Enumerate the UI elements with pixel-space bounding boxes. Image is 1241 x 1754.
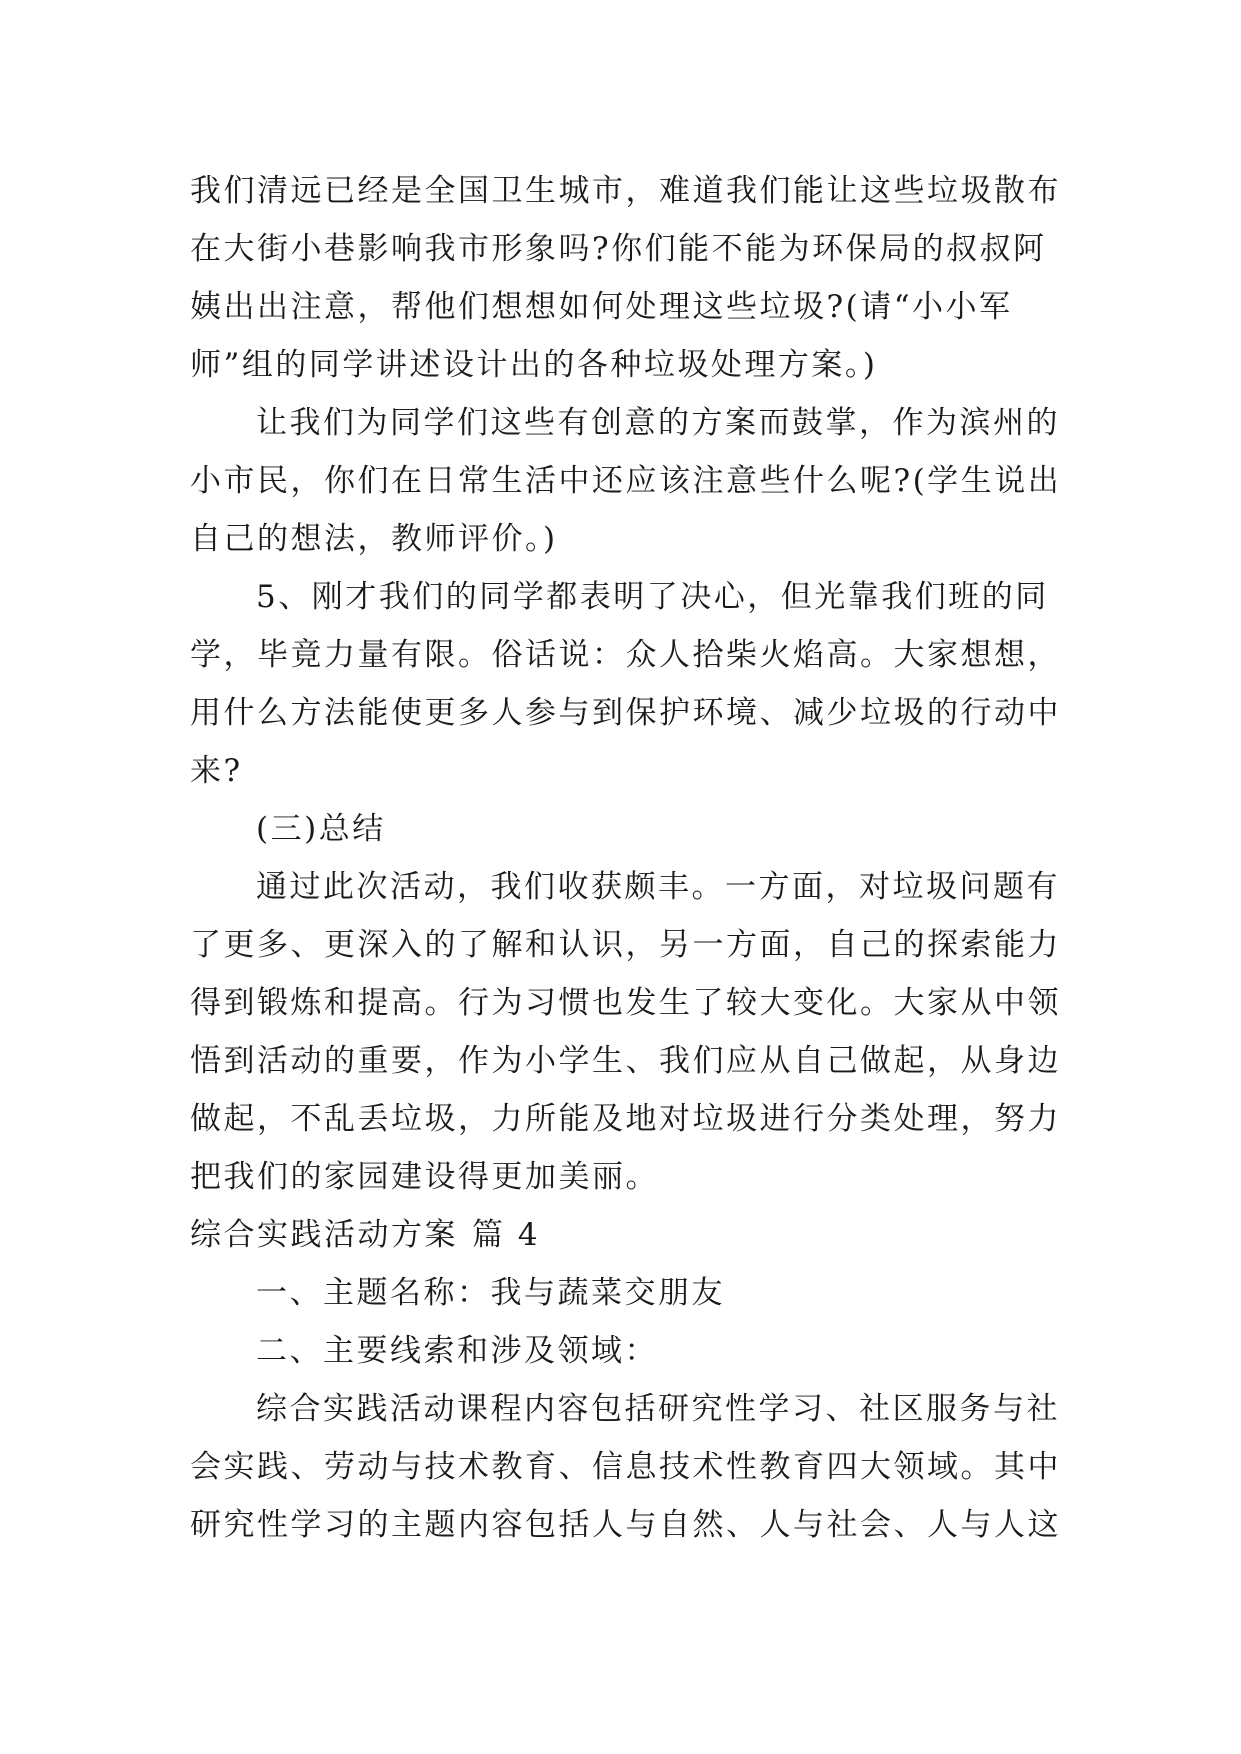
section-paragraph-overview: 综合实践活动课程内容包括研究性学习、社区服务与社会实践、劳动与技术教育、信息技术性教育四大领域。其中研究性学习的主题内容包括人与自然、人与社会、人与人这 bbox=[190, 1391, 1061, 1543]
paragraph-3: 5、刚才我们的同学都表明了决心，但光靠我们班的同学，毕竟力量有限。俗话说：众人拾柴火焰高。大家想想，用什么方法能使更多人参与到保护环境、减少垃圾的行动中来? bbox=[190, 579, 1061, 789]
paragraph-2: 让我们为同学们这些有创意的方案而鼓掌，作为滨州的小市民，你们在日常生活中还应该注意些什么呢?(学生说出自己的想法，教师评价。) bbox=[190, 405, 1062, 557]
section-title: 综合实践活动方案 bbox=[190, 1217, 458, 1253]
subheading-summary: (三)总结 bbox=[256, 811, 386, 847]
section-item-topic: 一、主题名称：我与蔬菜交朋友 bbox=[256, 1275, 725, 1311]
section-heading bbox=[190, 1206, 1070, 1264]
section-number: 篇 4 bbox=[472, 1217, 541, 1253]
paragraph-1: 我们清远已经是全国卫生城市，难道我们能让这些垃圾散布在大街小巷影响我市形象吗?你们能不能为环保局的叔叔阿姨出出注意，帮他们想想如何处理这些垃圾?(请“小小军师”组的同学讲述设计出的各种垃圾处理方案。) bbox=[190, 173, 1061, 383]
document-body bbox=[190, 162, 1070, 1554]
section-item-fields: 二、主要线索和涉及领域： bbox=[256, 1333, 658, 1369]
paragraph-summary: 通过此次活动，我们收获颇丰。一方面，对垃圾问题有了更多、更深入的了解和认识，另一方面，自己的探索能力得到锻炼和提高。行为习惯也发生了较大变化。大家从中领悟到活动的重要，作为小学生、我们应从自己做起，从身边做起，不乱丢垃圾，力所能及地对垃圾进行分类处理，努力把我们的家园建设得更加美丽。 bbox=[190, 869, 1061, 1195]
